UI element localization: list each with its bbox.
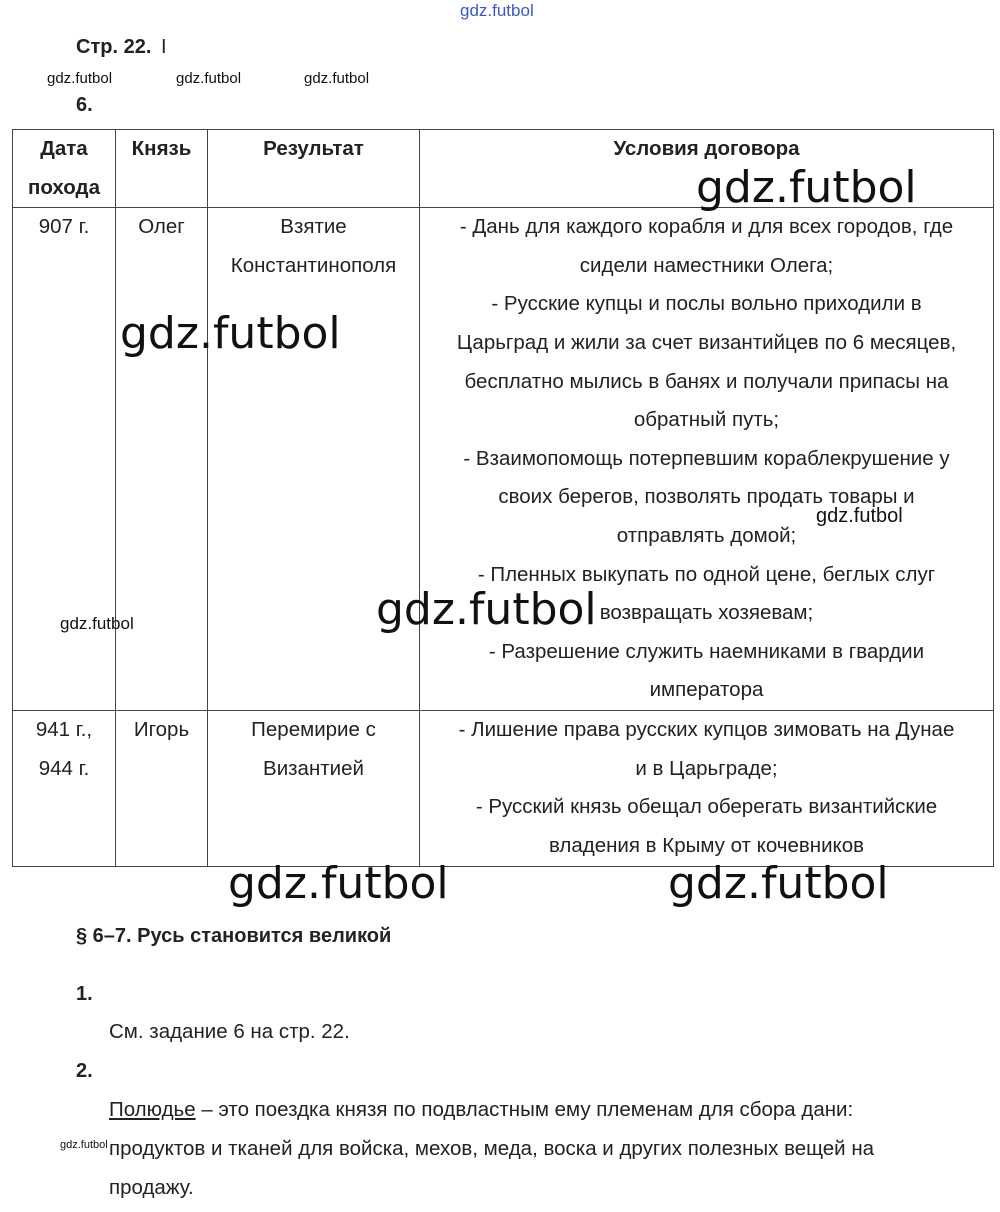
cell-text: - Русский князь обещал оберегать византийские [475,795,938,819]
cell-date [13,208,116,711]
cell-text: - Пленных выкупать по одной цене, беглых слуг [477,562,936,586]
cell-date [13,710,116,866]
cell-text: бесплатно мылись в банях и получали припасы на [464,369,949,393]
cell-text: сидели наместники Олега; [579,253,834,277]
header-text: похода [28,175,100,199]
section-title: § 6–7. Русь становится великой [76,925,392,947]
cell-text: 907 г. [38,215,90,239]
answer-text: продуктов и тканей для войска, мехов, меда, воска и других полезных вещей на [109,1137,875,1160]
cell-text: - Взаимопомощь потерпевшим кораблекрушение у [463,446,950,470]
watermark: gdz.futbol [816,505,903,527]
header-text: Результат [263,137,364,160]
header-text: Дата [40,137,88,160]
cell-text: обратный путь; [633,408,780,432]
answer-text: См. задание 6 на стр. 22. [109,1020,350,1043]
header-date [13,130,116,208]
cell-text: и в Царьграде; [635,756,778,780]
page-reference-mark: I [160,36,167,58]
cell-text: - Дань для каждого корабля и для всех городов, где [459,215,954,239]
answer-text [109,1098,853,1122]
header-result [208,130,420,208]
cell-text: возвращать хозяевам; [599,601,814,625]
header-text: Условия договора [613,137,800,160]
watermark: gdz.futbol [304,70,370,87]
table-row [13,710,994,866]
cell-text: Олег [138,215,185,239]
definition-text: – это поездка князя по подвластным ему племенам для сбора дани: [195,1098,854,1121]
cell-text: - Разрешение служить наемниками в гвардии [488,639,925,663]
page-reference [76,36,167,59]
cell-text: Игорь [133,717,190,741]
cell-text: отправлять домой; [616,523,797,547]
header-text: Князь [131,137,192,160]
watermark: gdz.futbol [47,70,113,87]
term: Полюдье [109,1098,196,1121]
cell-text: Византией [263,756,364,780]
task-number: 6. [76,94,93,116]
watermark: gdz.futbol [60,614,134,633]
cell-text: - Лишение права русских купцов зимовать на Дунае [458,717,955,741]
cell-text: 941 г., [35,717,93,741]
header-prince [116,130,208,208]
cell-text: Константинополя [230,253,397,277]
watermark: gdz.futbol [668,858,889,909]
answer-text: продажу. [109,1176,194,1199]
watermark: gdz.futbol [228,858,449,909]
cell-text: Перемирие с [251,717,376,741]
cell-result [208,710,420,866]
treaties-table [12,129,994,867]
watermark: gdz.futbol [176,70,242,87]
cell-text: 944 г. [38,756,90,780]
cell-text: Взятие [280,215,347,239]
watermark: gdz.futbol [60,1139,108,1151]
watermark: gdz.futbol [120,308,341,359]
question-number: 1. [76,983,93,1005]
cell-prince [116,710,208,866]
watermark-top: gdz.futbol [460,1,534,20]
watermark: gdz.futbol [376,584,597,635]
cell-text: - Русские купцы и послы вольно приходили в [491,292,922,316]
cell-text: императора [649,678,764,702]
cell-terms [420,710,994,866]
watermark: gdz.futbol [696,162,917,213]
cell-text: своих берегов, позволять продать товары и [498,485,915,509]
cell-text: Царьград и жили за счет византийцев по 6 месяцев, [456,330,957,354]
cell-prince [116,208,208,711]
page-reference-text: Стр. 22. [76,36,152,58]
question-number: 2. [76,1060,93,1082]
cell-text: владения в Крыму от кочевников [548,833,865,857]
